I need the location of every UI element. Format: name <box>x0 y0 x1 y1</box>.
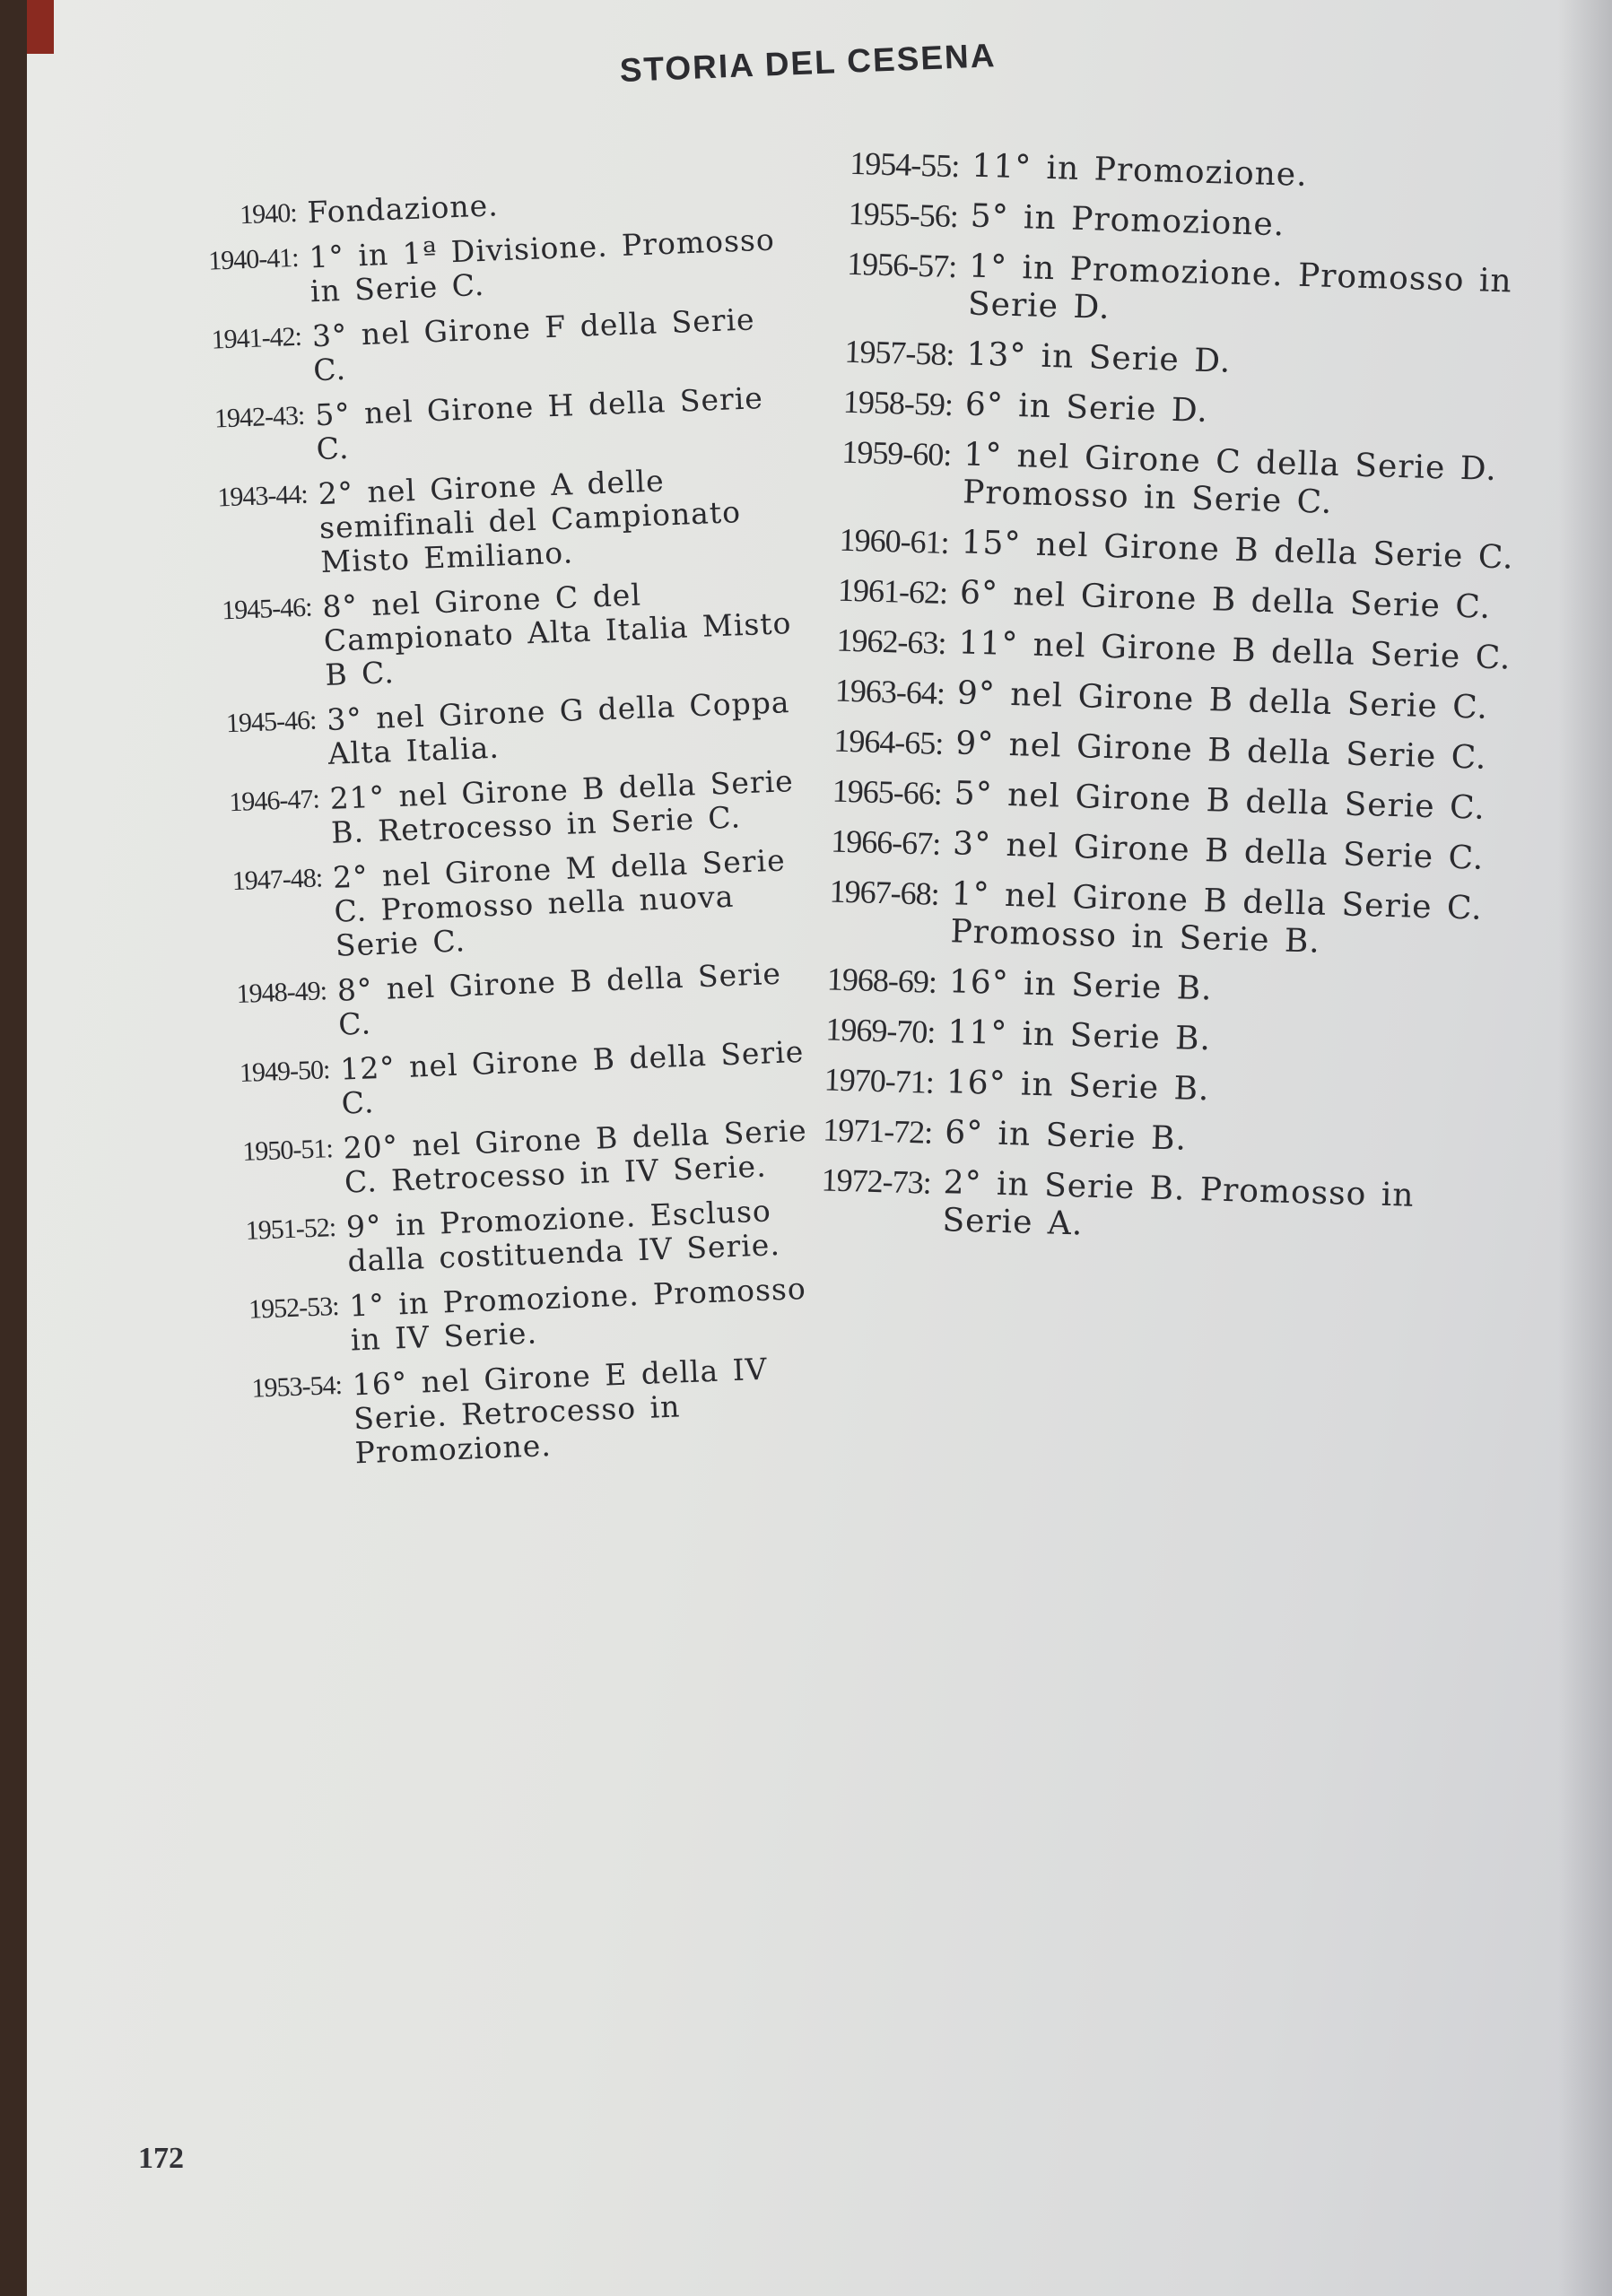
entry-year: 1945-46: <box>225 705 317 739</box>
history-entry <box>191 1192 821 1284</box>
entry-year: 1951-52: <box>245 1213 336 1246</box>
entry-text: 11° in Serie B. <box>946 1013 1212 1058</box>
history-entry <box>197 1350 829 1476</box>
history-entry <box>172 685 802 778</box>
entry-text: 16° in Serie B. <box>948 963 1214 1008</box>
entry-year: 1959-60: <box>841 433 952 474</box>
entry-year: 1952-53: <box>248 1291 340 1325</box>
entry-text: 9° nel Girone B della Serie C. <box>954 725 1487 777</box>
history-entry <box>813 570 1531 628</box>
entry-text: 2° nel Girone A delle semifinali del Campionato Misto Emiliano. <box>317 463 742 580</box>
entry-text: 1° in Promozione. Promosso in Serie D. <box>967 248 1513 326</box>
entry-text: 2° in Serie B. Promosso in Serie A. <box>941 1164 1416 1243</box>
history-entry <box>188 1113 818 1205</box>
entry-year: 1941-42: <box>211 321 302 355</box>
history-entry <box>806 771 1525 829</box>
entry-year: 1961-62: <box>837 571 948 611</box>
entry-text: 6° nel Girone B della Serie C. <box>959 574 1492 626</box>
history-entry <box>801 960 1520 1017</box>
entry-text: 13° in Serie D. <box>965 335 1232 380</box>
entry-year: 1955-56: <box>848 195 959 235</box>
entry-year: 1972-73: <box>821 1161 932 1201</box>
history-entry <box>821 244 1540 339</box>
entry-text: 6° in Serie B. <box>944 1114 1188 1158</box>
entry-year: 1965-66: <box>832 772 943 812</box>
history-entry <box>819 332 1538 389</box>
entry-year: 1968-69: <box>826 961 937 1000</box>
entry-text: 1° nel Girone C della Serie D. Promosso in Serie C. <box>962 436 1498 521</box>
entry-text: 2° nel Girone M della Serie C. Promosso nella nuova Serie C. <box>332 842 787 963</box>
history-entry <box>797 1110 1516 1168</box>
entry-year: 1957-58: <box>843 333 955 373</box>
entry-year: 1963-64: <box>834 672 945 711</box>
entry-year: 1966-67: <box>830 822 941 862</box>
history-entry <box>186 1034 815 1126</box>
entry-year: 1964-65: <box>832 722 944 761</box>
entry-text: 11° in Promozione. <box>971 147 1309 195</box>
entry-year: 1960-61: <box>839 521 950 561</box>
history-entry <box>809 671 1528 728</box>
history-entry <box>157 301 787 394</box>
history-entry <box>815 432 1535 527</box>
history-entry <box>175 764 805 857</box>
history-entry <box>800 1010 1519 1067</box>
entry-year: 1956-57: <box>846 245 957 285</box>
entry-year: 1940-41: <box>207 242 300 276</box>
history-entry <box>806 822 1524 879</box>
left-column <box>152 178 830 1487</box>
entry-text: 3° nel Girone G della Coppa Alta Italia. <box>326 684 791 771</box>
entry-year: 1946-47: <box>228 784 320 818</box>
history-entry <box>163 459 795 586</box>
entry-text: 1° in Promozione. Promosso in IV Serie. <box>348 1270 807 1358</box>
history-entry <box>178 843 809 970</box>
entry-year: 1948-49: <box>236 976 327 1010</box>
history-entry <box>154 222 784 315</box>
entry-year: 1942-43: <box>213 400 305 434</box>
entry-year: 1967-68: <box>829 873 940 912</box>
entry-text: 8° nel Girone C del Campionato Alta Italia Misto B C. <box>321 577 793 692</box>
entry-year: 1958-59: <box>842 383 954 423</box>
history-entry <box>795 1161 1514 1256</box>
history-entry <box>811 621 1529 678</box>
entry-text: 5° nel Girone B della Serie C. <box>954 775 1486 827</box>
entry-text: 3° nel Girone B della Serie C. <box>952 825 1485 877</box>
history-entry <box>817 382 1536 439</box>
entry-text: 12° nel Girone B della Serie C. <box>339 1033 805 1121</box>
entry-text: 11° nel Girone B della Serie C. <box>957 624 1512 677</box>
entry-text: 5° in Promozione. <box>970 197 1285 244</box>
history-entry <box>798 1060 1517 1118</box>
history-entry <box>161 380 790 473</box>
entry-text: 15° nel Girone B della Serie C. <box>961 524 1515 577</box>
entry-text: 1° in 1ª Divisione. Promosso in Serie C. <box>308 222 776 309</box>
entry-year: 1971-72: <box>822 1111 933 1151</box>
history-entry <box>814 520 1532 578</box>
entry-year: 1950-51: <box>241 1134 334 1167</box>
entry-year: 1947-48: <box>231 863 323 897</box>
entry-year: 1953-54: <box>250 1370 343 1404</box>
entry-text: 1° nel Girone B della Serie C. Promosso in Serie B. <box>949 875 1484 961</box>
entry-text: 6° in Serie D. <box>964 386 1209 430</box>
entry-text: 20° nel Girone B della Serie C. Retrocesso in IV Serie. <box>342 1112 808 1200</box>
entry-year: 1970-71: <box>823 1061 935 1100</box>
history-entry <box>168 572 799 699</box>
page-number: 172 <box>138 2142 184 2175</box>
page-title: STORIA DEL CESENA <box>619 37 998 89</box>
history-entry <box>824 144 1543 201</box>
entry-year: 1954-55: <box>849 144 960 185</box>
entry-text: 9° in Promozione. Escluso dalla costituenda IV Serie. <box>345 1193 781 1279</box>
entry-text: 16° in Serie B. <box>945 1064 1211 1109</box>
page-corner-edge <box>27 0 54 54</box>
entry-text: 16° nel Girone E della IV Serie. Retrocesso in Promozione. <box>352 1351 769 1471</box>
entry-year: 1945-46: <box>221 592 313 626</box>
entry-year: 1943-44: <box>216 479 309 513</box>
entry-text: Fondazione. <box>306 187 500 230</box>
entry-text: 9° nel Girone B della Serie C. <box>956 674 1489 726</box>
right-column <box>795 144 1543 1268</box>
history-entry <box>808 721 1527 778</box>
entry-text: 5° nel Girone H della Serie C. <box>314 380 764 467</box>
book-page <box>27 0 1612 2296</box>
entry-year: 1949-50: <box>239 1055 330 1088</box>
history-entry <box>195 1271 824 1363</box>
entry-text: 3° nel Girone F della Serie C. <box>311 301 756 388</box>
history-entry <box>823 194 1541 251</box>
history-entry <box>803 872 1522 967</box>
entry-year: 1969-70: <box>824 1011 936 1050</box>
entry-text: 8° nel Girone B della Serie C. <box>336 955 782 1042</box>
entry-text: 21° nel Girone B della Serie B. Retrocesso in Serie C. <box>328 763 795 850</box>
entry-year: 1962-63: <box>835 622 947 661</box>
history-entry <box>182 955 812 1048</box>
entry-year: 1940: <box>239 197 298 230</box>
